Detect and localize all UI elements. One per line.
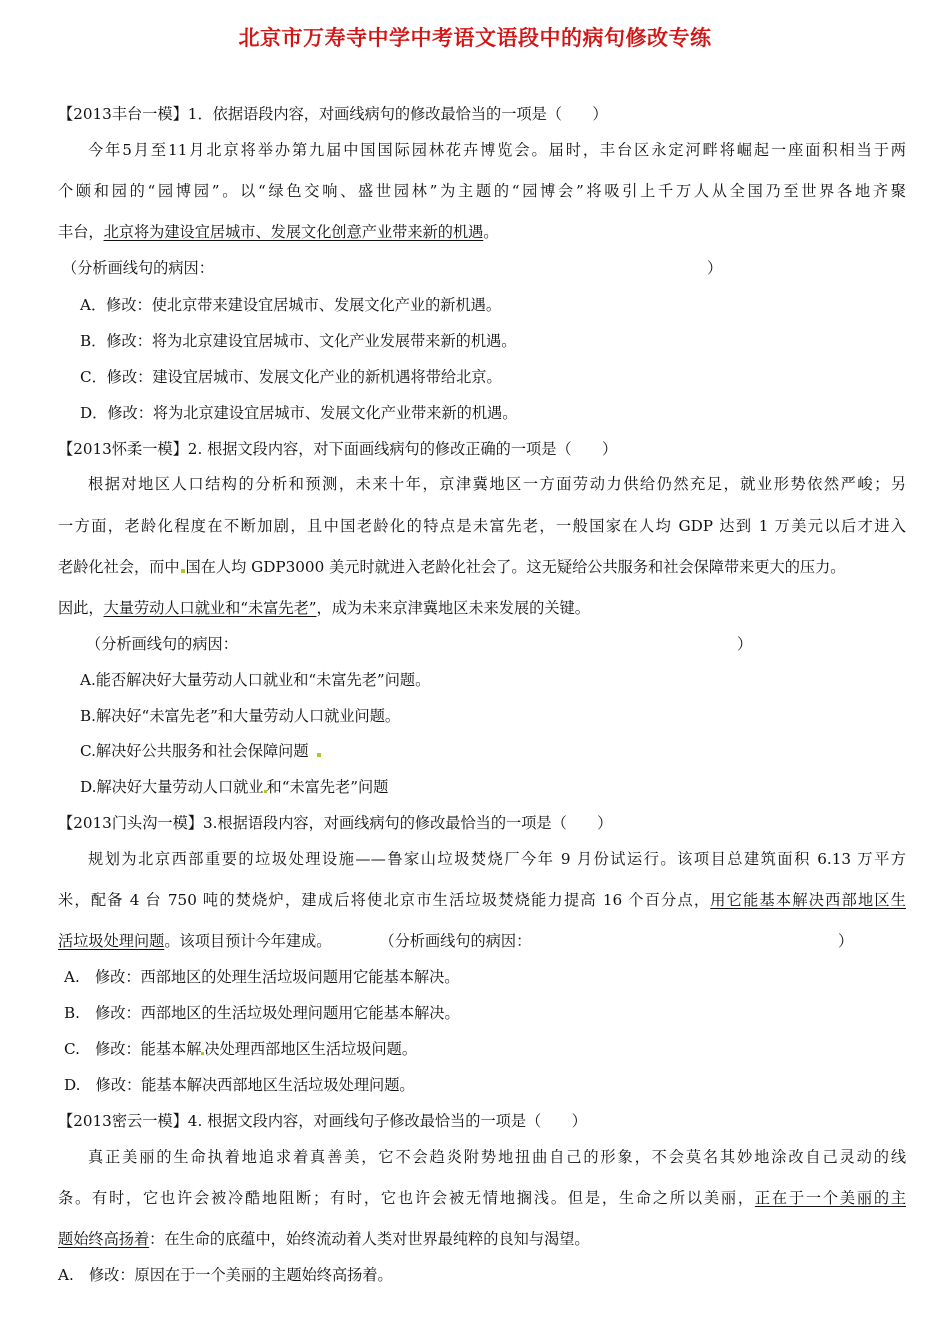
q3-option-c-text: 决处理西部地区生活垃圾问题。	[204, 1040, 418, 1058]
q2-underlined-sentence: 大量劳动人口就业和“未富先老”	[103, 599, 317, 617]
q4-paragraph-line-1: 真正美丽的生命执着地追求着真善美，它不会趋炎附势地扭曲自己的形象，不会莫名其妙地涂改自己灵动的线	[88, 1148, 906, 1166]
q2-option-d	[80, 776, 928, 797]
q2-option-a: A.能否解决好大量劳动人口就业和“未富先老”问题。	[80, 671, 431, 689]
stray-mark	[317, 753, 321, 757]
page-title: 北京市万寿寺中学中考语文语段中的病句修改专练	[238, 26, 712, 50]
q3-header: 【2013门头沟一模】3.根据语段内容，对画线病句的修改最恰当的一项是（ ）	[58, 814, 613, 832]
q3-option-c	[64, 1038, 912, 1059]
q2-paragraph-line-2: 一方面，老龄化程度在不断加剧，且中国老龄化的特点是未富先老，一般国家在人均 GDP 达到 1 万美元以后才进入	[58, 517, 906, 535]
q3-option-a: A. 修改：西部地区的处理生活垃圾问题用它能基本解决。	[64, 968, 460, 986]
q2-option-c	[80, 740, 928, 761]
q4-paragraph-line-2	[58, 1187, 906, 1208]
q1-analysis-close: ）	[707, 259, 723, 277]
q3-text: 。该项目预计今年建成。	[164, 932, 332, 950]
q1-analysis: （分析画线句的病因：	[62, 259, 214, 277]
q2-option-c-text: C.解决好公共服务和社会保障问题	[80, 742, 309, 760]
q2-analysis-close: ）	[737, 635, 753, 653]
q3-paragraph-line-2	[58, 889, 906, 910]
q1-text: 。	[483, 223, 499, 241]
q3-underlined-sentence-cont: 活垃圾处理问题	[58, 932, 165, 950]
q2-option-b: B.解决好“未富先老”和大量劳动人口就业问题。	[80, 707, 401, 725]
q2-text: ，成为未来京津冀地区未来发展的关键。	[316, 599, 590, 617]
q1-paragraph-line-3	[58, 221, 906, 242]
q2-option-d-text: D.解决好大量劳动人口就业	[80, 778, 264, 796]
q4-underlined-sentence: 正在于一个美丽的主	[754, 1189, 907, 1207]
q1-option-c: C．修改：建设宜居城市、发展文化产业的新机遇将带给北京。	[80, 368, 502, 386]
q1-underlined-sentence: 北京将为建设宜居城市、发展文化创意产业带来新的机遇	[103, 223, 484, 241]
q3-analysis: （分析画线句的病因：	[379, 932, 532, 950]
q3-analysis-close: ）	[838, 932, 854, 950]
q2-text: 老龄化社会，而中	[58, 558, 180, 576]
q4-option-a: A. 修改：原因在于一个美丽的主题始终高扬着。	[58, 1266, 393, 1284]
q3-option-d: D. 修改：能基本解决西部地区生活垃圾处理问题。	[64, 1076, 415, 1094]
q3-paragraph-line-1: 规划为北京西部重要的垃圾处理设施——鲁家山垃圾焚烧厂今年 9 月份试运行。该项目总建筑面积 6.13 万平方	[88, 850, 906, 868]
q4-paragraph-line-3	[58, 1228, 906, 1249]
q3-paragraph-line-3	[58, 930, 906, 951]
q4-header: 【2013密云一模】4. 根据文段内容，对画线句子修改最恰当的一项是（ ）	[58, 1112, 587, 1130]
q3-option-b: B. 修改：西部地区的生活垃圾处理问题用它能基本解决。	[64, 1004, 460, 1022]
q1-option-a: A．修改：使北京带来建设宜居城市、发展文化产业的新机遇。	[80, 296, 502, 314]
q2-header: 【2013怀柔一模】2. 根据文段内容，对下面画线病句的修改正确的一项是（ ）	[58, 440, 618, 458]
q4-text: 条。有时，它也许会被冷酷地阻断；有时，它也许会被无情地搁浅。但是，生命之所以美丽，	[58, 1189, 755, 1207]
stray-mark	[181, 569, 185, 573]
q1-paragraph-line-2: 个颐和园的“园博园”。以“绿色交响、盛世园林”为主题的“园博会”将吸引上千万人从全国乃至世界各地齐聚	[58, 182, 906, 200]
q2-text: 国在人均 GDP3000 美元时就进入老龄化社会了。这无疑给公共服务和社会保障带来更大的压力。	[185, 558, 846, 576]
q2-option-d-text: 和“未富先老”问题	[266, 778, 389, 796]
q2-paragraph-line-4	[58, 597, 906, 618]
q2-paragraph-line-1: 根据对地区人口结构的分析和预测，未来十年，京津冀地区一方面劳动力供给仍然充足，就业形势依然严峻；另	[88, 475, 906, 493]
q1-paragraph-line-1: 今年5月至11月北京将举办第九届中国国际园林花卉博览会。届时，丰台区永定河畔将崛起一座面积相当于两	[88, 141, 906, 159]
q2-analysis: （分析画线句的病因：	[86, 635, 238, 653]
q2-paragraph-line-3	[58, 556, 906, 577]
q1-header: 【2013丰台一模】1．依据语段内容，对画线病句的修改最恰当的一项是（ ）	[58, 105, 608, 123]
q3-underlined-sentence: 用它能基本解决西部地区生	[710, 891, 906, 909]
q1-option-b: B．修改：将为北京建设宜居城市、文化产业发展带来新的机遇。	[80, 332, 517, 350]
q3-text: 米，配备 4 台 750 吨的焚烧炉，建成后将使北京市生活垃圾焚烧能力提高 16 个百分点，	[58, 891, 711, 909]
q4-text: ：在生命的底蕴中，始终流动着人类对世界最纯粹的良知与渴望。	[149, 1230, 590, 1248]
q2-text: 因此，	[58, 599, 104, 617]
q1-text: 丰台，	[58, 223, 104, 241]
q3-option-c-text: C. 修改：能基本解	[64, 1040, 202, 1058]
q4-underlined-sentence-cont: 题始终高扬着	[58, 1230, 150, 1248]
q1-option-d: D．修改：将为北京建设宜居城市、发展文化产业带来新的机遇。	[80, 404, 518, 422]
